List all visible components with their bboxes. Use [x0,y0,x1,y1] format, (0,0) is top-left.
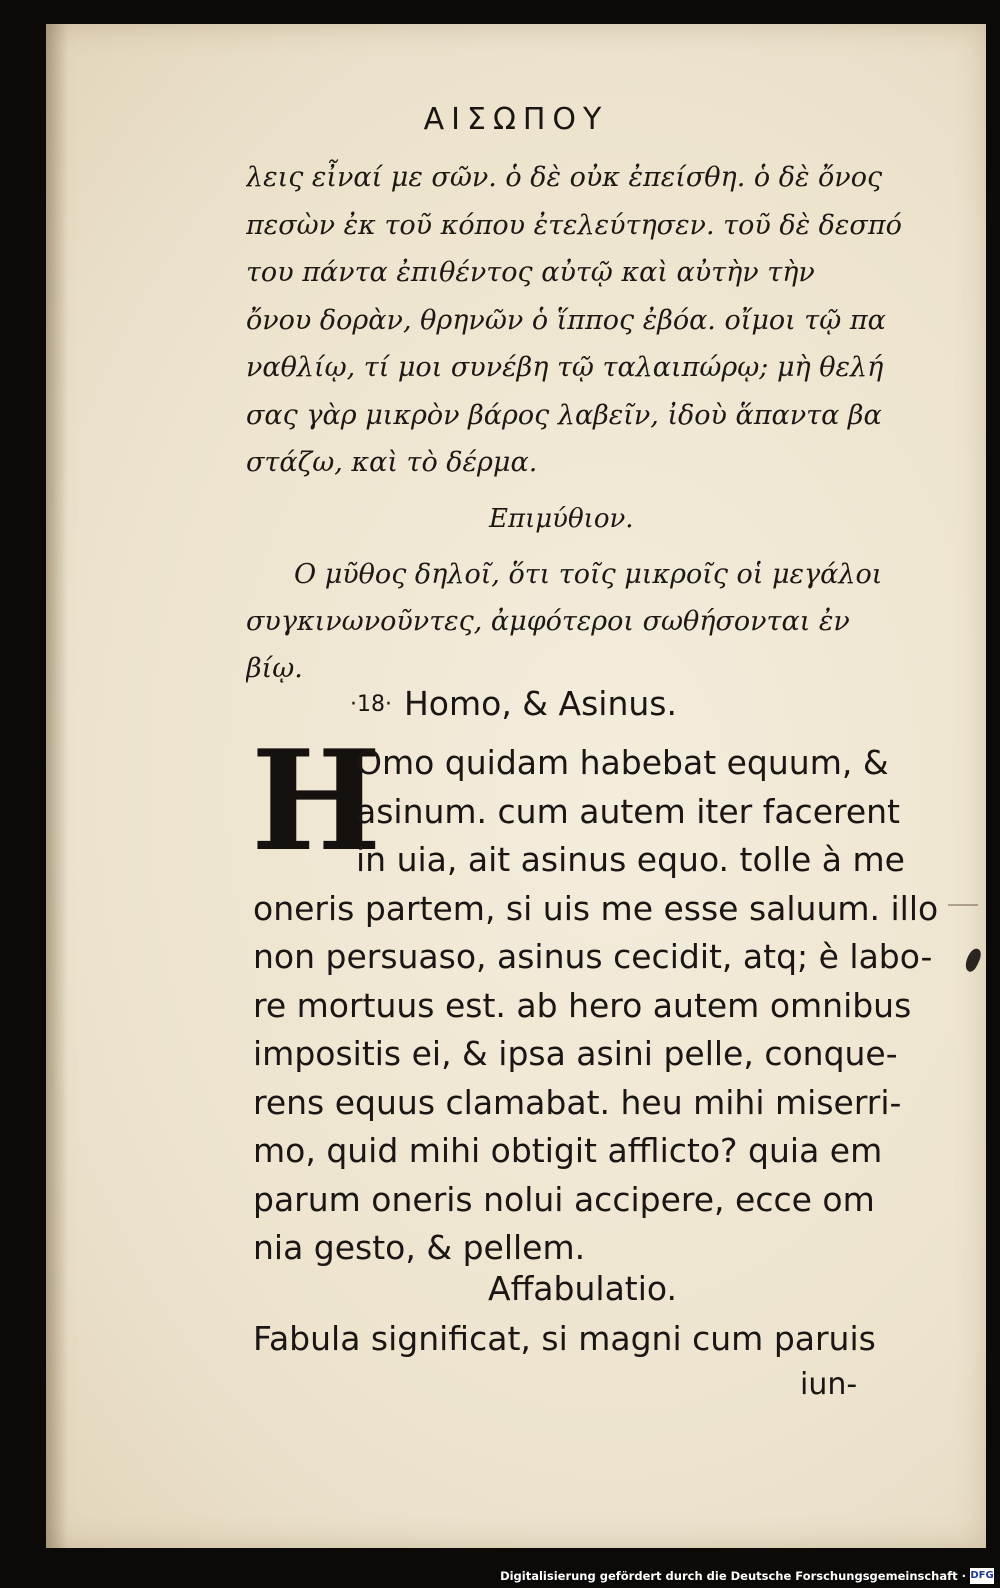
greek-line: σας γὰρ μικρὸν βάρος λαβεῖν, ἰδοὺ ἅπαντα βα [246,399,882,431]
running-head: ΑΙΣΩΠΟΥ [423,102,609,137]
greek-fable-text [246,154,946,487]
latin-line: non persuaso, asinus cecidit, atq; è labo- [253,937,933,976]
drop-cap: H [251,719,382,882]
greek-moral-line: Ο μῦθος δηλοῖ, ὅτι τοῖς μικροῖς οἱ μεγάλοι [294,559,883,590]
latin-line: in uia, ait asinus equo. tolle à me [356,840,905,879]
page-gutter-shadow [46,24,68,1548]
greek-line: λεις εἶναί με σῶν. ὁ δὲ οὐκ ἐπείσθη. ὁ δὲ ὄνος [246,162,883,193]
latin-line: Omo quidam habebat equum, & [356,743,889,782]
latin-moral-heading: Affabulatio. [488,1269,677,1308]
greek-line: του πάντα ἐπιθέντος αὐτῷ καὶ αὐτὴν τὴν [246,257,815,288]
catchword: iun- [800,1367,858,1402]
greek-line: ναθλίῳ, τί μοι συνέβη τῷ ταλαιπώρῳ; μὴ θελή [246,352,884,383]
fable-title-text: Homo, & Asinus. [403,684,677,723]
latin-line: asinum. cum autem iter facerent [356,791,901,831]
fable-number: ·18· [350,692,392,717]
greek-line: στάζω, καὶ τὸ δέρμα. [246,447,538,478]
latin-line: mo, quid mihi obtigit afflicto? quia em [253,1131,883,1170]
greek-line: πεσὼν ἐκ τοῦ κόπου ἐτελεύτησεν. τοῦ δὲ δεσπό [246,209,902,241]
greek-moral-line: βίῳ. [246,653,303,684]
digitization-credit: Digitalisierung gefördert durch die Deutsche Forschungsgemeinschaft · [500,1569,966,1583]
greek-moral-heading: Επιμύθιον. [489,504,634,534]
book-page [46,24,986,1548]
greek-moral-text [246,551,946,692]
dfg-logo-icon: DFG [970,1568,994,1584]
latin-line: oneris partem, si uis me esse saluum. illo [253,888,939,928]
latin-fable-text [251,719,953,1273]
fable-title [350,684,677,723]
latin-line: impositis ei, & ipsa asini pelle, conque- [253,1034,898,1073]
latin-moral-text: Fabula significat, si magni cum paruis [253,1319,876,1358]
greek-line: ὄνου δορὰν, θρηνῶν ὁ ἵππος ἐβόα. οἴμοι τῷ πα [246,304,886,336]
latin-line: re mortuus est. ab hero autem omnibus [253,985,912,1025]
latin-line: nia gesto, & pellem. [253,1228,586,1267]
latin-line: parum oneris nolui accipere, ecce om [253,1179,875,1219]
latin-line: rens equus clamabat. heu mihi miserri- [253,1082,902,1122]
greek-moral-line: συγκινωνοῦντες, ἀμφότεροι σωθήσονται ἐν [246,606,850,637]
